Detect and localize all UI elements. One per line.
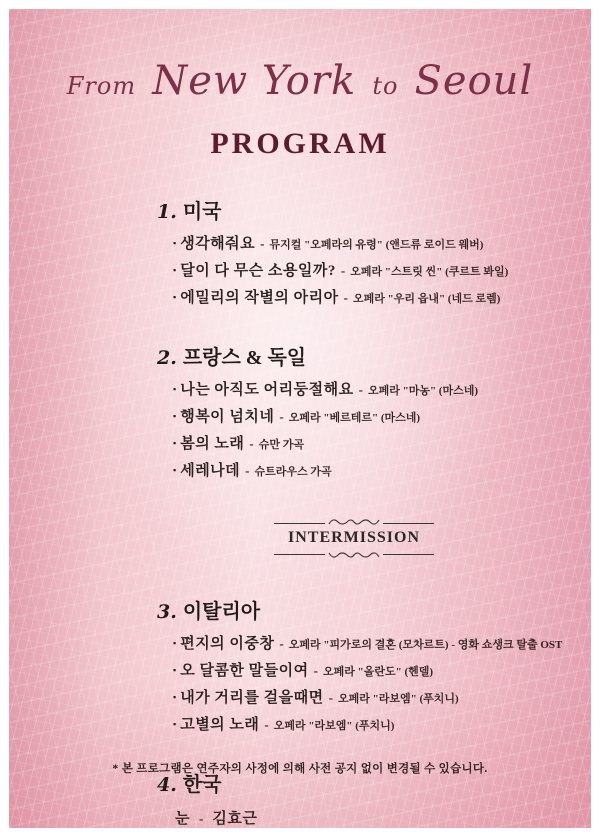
item-separator: - [245, 463, 250, 478]
program-section [157, 595, 563, 734]
intermission-banner [274, 518, 434, 559]
item-separator: - [199, 811, 204, 826]
item-title: 달이 다 무슨 소용일까? [180, 263, 336, 279]
bullet-icon: ▪ [173, 265, 177, 275]
program-section [157, 195, 551, 307]
item-detail: 오페라 "라보엠" (푸치니) [273, 720, 395, 732]
title-part-to: to [372, 72, 399, 100]
program-item [173, 632, 563, 653]
item-detail: 오페라 "라보엠" (푸치니) [337, 693, 459, 705]
item-title: 내가 거리를 걸을때면 [180, 690, 324, 706]
section-items [173, 807, 551, 828]
item-title: 행복이 넘치네 [180, 409, 275, 425]
item-separator: - [260, 236, 265, 251]
section-header [157, 341, 551, 370]
item-separator: - [313, 663, 318, 678]
program-item [173, 286, 551, 307]
item-detail: 슈트라우스 가곡 [254, 466, 332, 478]
bullet-icon: ▪ [173, 384, 177, 394]
item-detail: 김효근 [212, 811, 258, 827]
section-header [157, 195, 551, 224]
section-number: 4. [157, 774, 177, 796]
title-part-seoul: Seoul [414, 58, 534, 104]
item-detail: 오페라 "마농" (마스네) [367, 385, 479, 397]
item-separator: - [343, 290, 348, 305]
item-title: 오 달콤한 말들이여 [180, 663, 309, 679]
program-item [173, 459, 551, 480]
intermission-top-rule [274, 518, 434, 528]
intermission-label: INTERMISSION [287, 529, 421, 546]
bullet-icon: ▪ [173, 292, 177, 302]
item-separator: - [340, 263, 346, 278]
scroll-ornament-icon [327, 518, 381, 528]
item-detail: 오페라 "올란도" (헨델) [322, 666, 434, 678]
program-item [173, 405, 551, 426]
item-detail: 오페라 "우리 읍내" (네드 로렘) [352, 293, 501, 305]
item-title: 봄의 노래 [180, 436, 245, 452]
item-detail: 뮤지컬 "오페라의 유령" (앤드류 로이드 웨버) [269, 239, 484, 251]
program-heading: PROGRAM [210, 127, 390, 160]
section-title: 프랑스 & 독일 [182, 347, 307, 369]
bullet-icon: ▪ [173, 411, 177, 421]
item-separator: - [358, 382, 363, 397]
page-title-script [9, 58, 591, 104]
program-section [157, 768, 551, 828]
program-item [175, 807, 551, 828]
program-item [173, 378, 551, 399]
bullet-icon: ▪ [173, 665, 177, 675]
program-sections [157, 195, 563, 828]
footer-note: * 본 프로그램은 연주자의 사정에 의해 사전 공지 없이 변경될 수 있습니다. [112, 763, 488, 775]
section-number: 3. [157, 601, 177, 623]
intermission-bottom-rule [274, 549, 434, 559]
bullet-icon: ▪ [173, 238, 177, 248]
item-detail: 오페라 "베르테르" (마스네) [288, 412, 421, 424]
item-separator: - [249, 436, 254, 451]
section-items [173, 632, 563, 734]
bullet-icon: ▪ [173, 465, 177, 475]
section-items [173, 232, 551, 307]
item-title: 고별의 노래 [180, 717, 260, 733]
title-part-from: From [66, 72, 137, 100]
item-title: 생각해줘요 [180, 236, 256, 252]
item-detail: 슈만 가곡 [258, 439, 305, 451]
program-item [173, 232, 551, 253]
program-item [173, 259, 551, 280]
title-part-newyork: New York [152, 58, 357, 104]
item-title: 편지의 이중창 [180, 636, 275, 652]
item-separator: - [279, 636, 284, 651]
program-section [157, 341, 551, 480]
program-paper-background [9, 9, 591, 828]
bullet-icon: ▪ [173, 692, 177, 702]
program-item [173, 432, 551, 453]
program-item [173, 713, 551, 734]
section-number: 2. [157, 347, 177, 369]
section-header [157, 595, 551, 624]
section-number: 1. [157, 201, 177, 223]
bullet-icon: ▪ [173, 719, 177, 729]
item-title: 에밀리의 작별의 아리아 [180, 290, 339, 306]
item-title: 세레나데 [180, 463, 241, 479]
item-detail: 오페라 "스트릿 씬" (쿠르트 봐일) [350, 266, 509, 278]
bullet-icon: ▪ [173, 638, 177, 648]
section-title: 한국 [182, 774, 222, 796]
item-detail: 오페라 "피가로의 결혼 (모차르트) - 영화 쇼생크 탈출 OST [288, 639, 563, 651]
item-title: 눈 [175, 811, 190, 827]
item-separator: - [264, 717, 269, 732]
item-separator: - [328, 690, 333, 705]
program-item [173, 659, 551, 680]
item-separator: - [279, 409, 284, 424]
section-items [173, 378, 551, 480]
section-title: 미국 [182, 201, 222, 223]
bullet-icon: ▪ [173, 438, 177, 448]
section-title: 이탈리아 [182, 601, 261, 623]
scroll-ornament-icon [327, 549, 381, 559]
program-item [173, 686, 551, 707]
item-title: 나는 아직도 어리둥절해요 [180, 382, 354, 398]
